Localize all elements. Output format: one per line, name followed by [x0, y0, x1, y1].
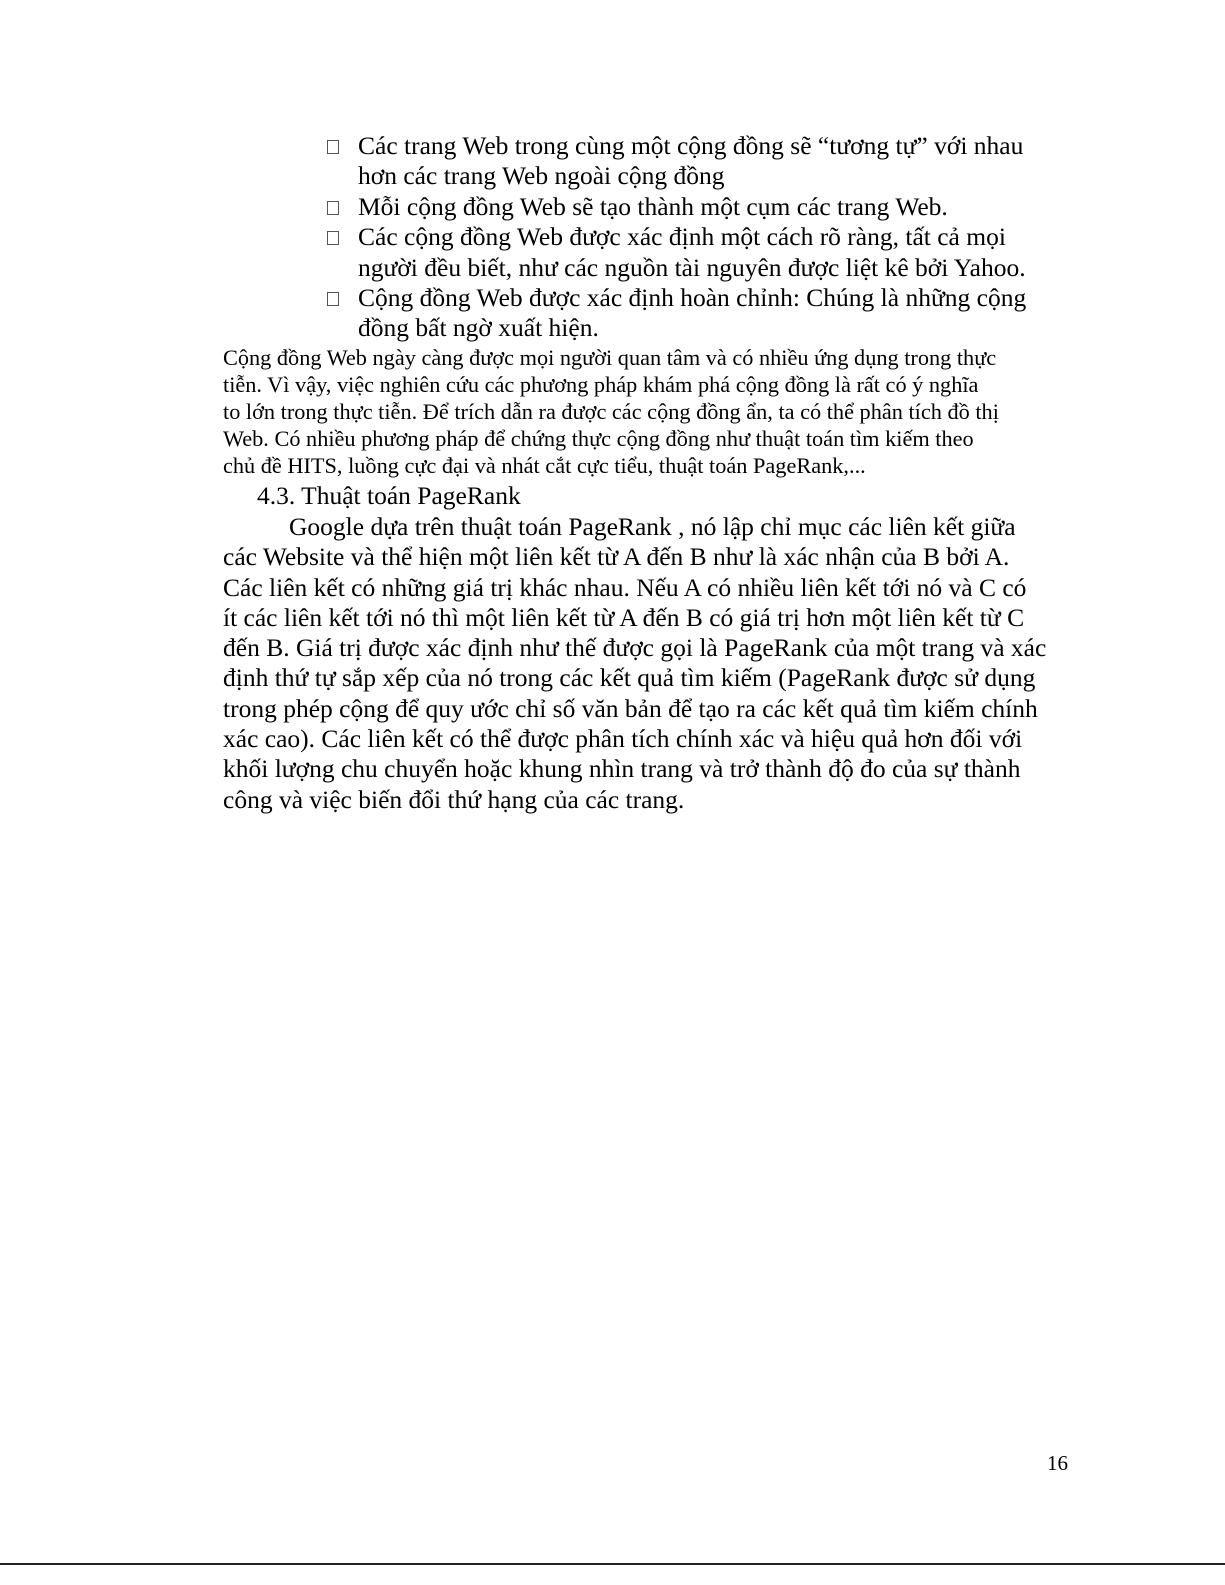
paragraph-line: đến B. Giá trị được xác định như thế được gọi là PageRank của một trang và xác [223, 633, 1047, 663]
bullet-item [325, 222, 1065, 283]
paragraph-line: ít các liên kết tới nó thì một liên kết từ A đến B có giá trị hơn một liên kết từ C [223, 602, 1025, 632]
paragraph-line: Các liên kết có những giá trị khác nhau. Nếu A có nhiều liên kết tới nó và C có [223, 572, 1027, 602]
bottom-divider [0, 1563, 1225, 1565]
bullet-text-line: hơn các trang Web ngoài cộng đồng [358, 161, 725, 191]
bullet-text-line: Các cộng đồng Web được xác định một cách rõ ràng, tất cả mọi [358, 222, 1006, 252]
bullet-item [325, 192, 1065, 222]
bullet-item [325, 283, 1065, 344]
paragraph-line: công và việc biến đổi thứ hạng của các trang. [223, 784, 685, 814]
bullet-text-line: Các trang Web trong cùng một cộng đồng sẽ “tương tự” với nhau [358, 131, 1024, 160]
bullet-item [325, 131, 1065, 192]
paragraph-line: Cộng đồng Web ngày càng được mọi người quan tâm và có nhiều ứng dụng trong thực [223, 345, 997, 370]
paragraph-line: các Website và thể hiện một liên kết từ A đến B như là xác nhận của B bởi A. [223, 542, 1010, 572]
checkbox-bullet-icon [327, 231, 339, 245]
paragraph-line: tiễn. Vì vậy, việc nghiên cứu các phương pháp khám phá cộng đồng là rất có ý nghĩa [223, 372, 979, 397]
checkbox-bullet-icon [327, 201, 339, 215]
paragraph-line: Google dựa trên thuật toán PageRank , nó lập chỉ mục các liên kết giữa [289, 512, 1016, 541]
page-number: 16 [1047, 1451, 1068, 1475]
checkbox-bullet-icon [327, 140, 339, 154]
paragraph-line: xác cao). Các liên kết có thể được phân tích chính xác và hiệu quả hơn đối với [223, 724, 1023, 754]
main-paragraph [223, 512, 1071, 815]
paragraph-line: chủ đề HITS, luồng cực đại và nhát cắt cực tiểu, thuật toán PageRank,... [223, 453, 866, 478]
paragraph-line: Web. Có nhiều phương pháp để chứng thực cộng đồng như thuật toán tìm kiếm theo [223, 426, 974, 451]
bullet-text-line: người đều biết, như các nguồn tài nguyên được liệt kê bởi Yahoo. [358, 252, 1026, 282]
bullet-text-line: Mỗi cộng đồng Web sẽ tạo thành một cụm các trang Web. [358, 191, 948, 221]
paragraph-line: to lớn trong thực tiễn. Để trích dẫn ra được các cộng đồng ẩn, ta có thể phân tích đồ thị [223, 399, 999, 424]
bullet-text-line: Cộng đồng Web được xác định hoàn chỉnh: Chúng là những cộng [358, 283, 1027, 313]
section-heading: 4.3. Thuật toán PageRank [257, 481, 521, 510]
checkbox-bullet-icon [327, 292, 339, 306]
paragraph-line: trong phép cộng để quy ước chỉ số văn bản để tạo ra các kết quả tìm kiếm chính [223, 693, 1038, 723]
bullet-list [325, 131, 1065, 344]
bullet-text-line: đồng bất ngờ xuất hiện. [358, 313, 599, 343]
intro-paragraph [223, 344, 1073, 479]
paragraph-line: định thứ tự sắp xếp của nó trong các kết quả tìm kiếm (PageRank được sử dụng [223, 663, 1036, 693]
paragraph-line: khối lượng chu chuyển hoặc khung nhìn trang và trở thành độ đo của sự thành [223, 754, 1021, 784]
